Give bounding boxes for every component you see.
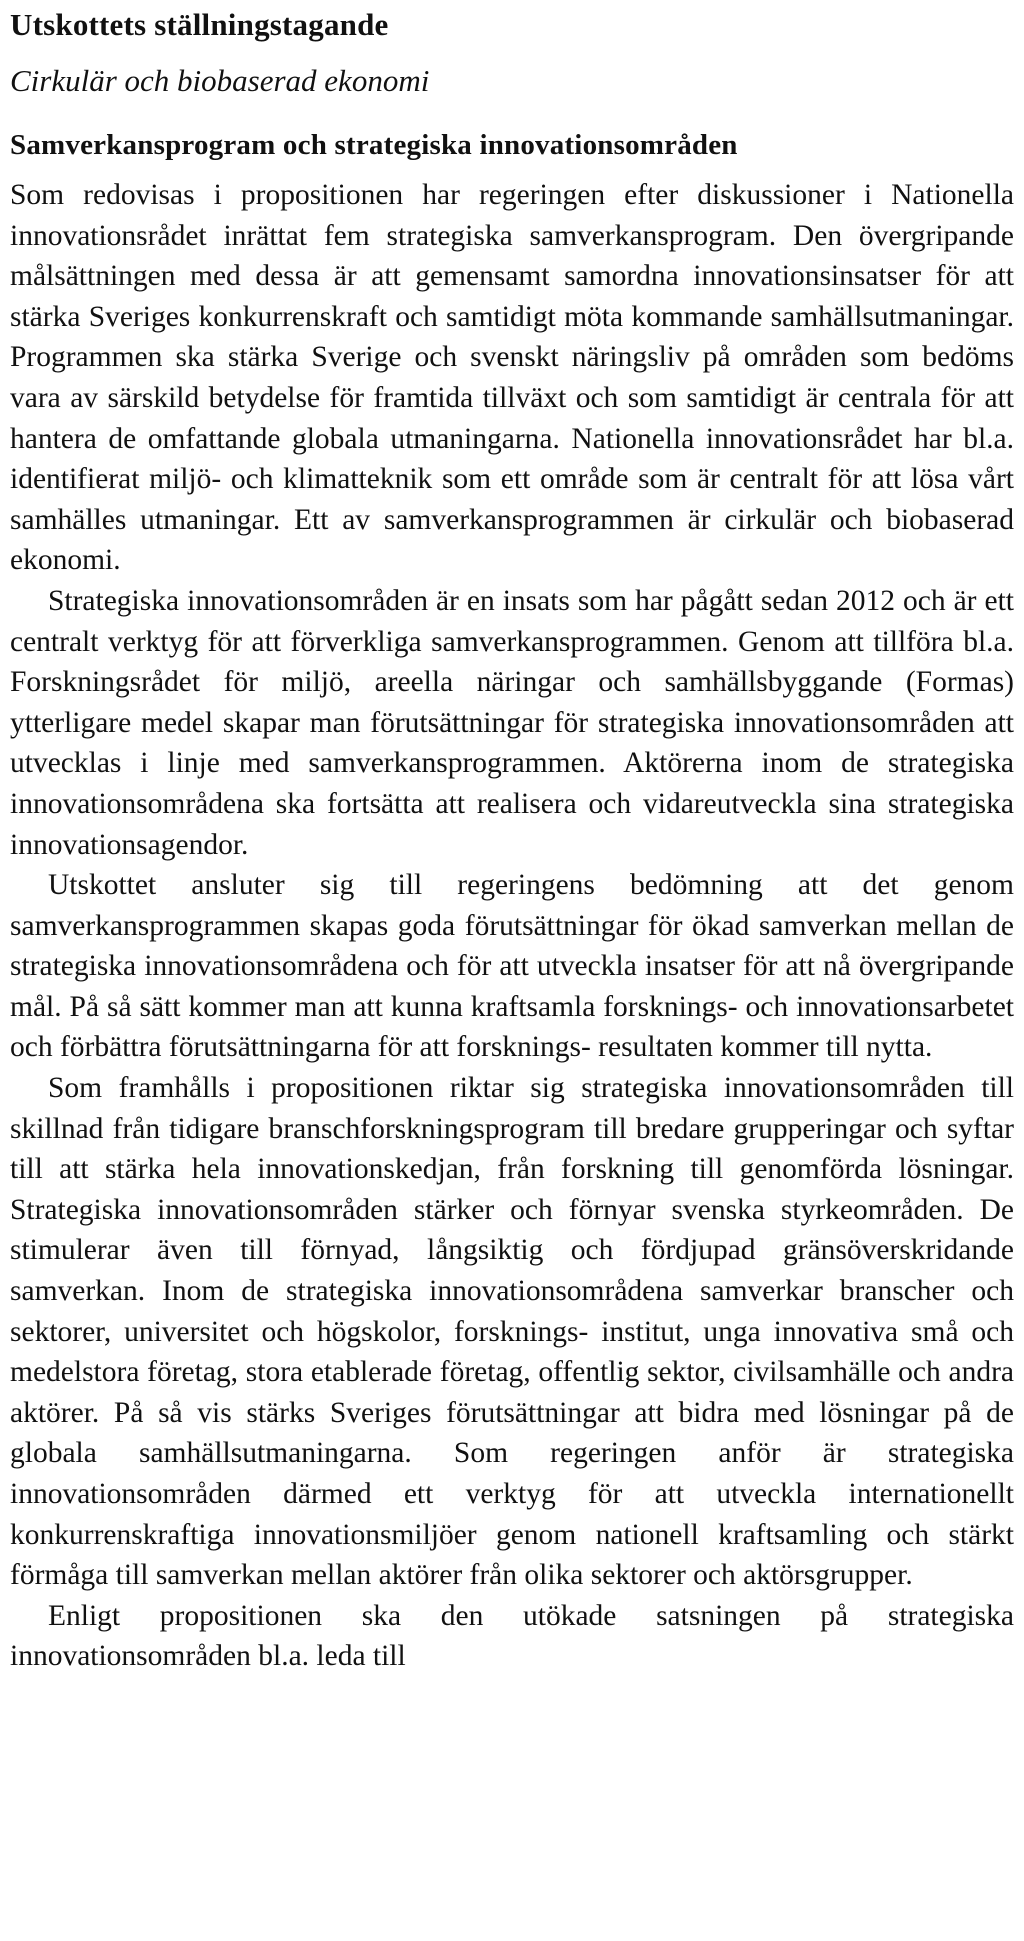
page-subheading: Cirkulär och biobaserad ekonomi	[10, 63, 430, 98]
body-paragraph-5: Enligt propositionen ska den utökade satsningen på strategiska innovationsområden bl.a. leda till	[10, 1599, 1014, 1673]
document-page	[10, 6, 1014, 1677]
body-paragraph-4: Som framhålls i propositionen riktar sig strategiska innovationsområden till skillnad från tidigare branschforskningsprogram till bredare grupperingar och syftar till att stärka hela innovationskedjan, från forskning till genomförda lösningar. Strategiska innovationsområden stärker och förnyar svenska styrkeområden. De stimulerar även till förnyad, långsiktig och fördjupad gränsöverskridande samverkan. Inom de strategiska innovationsområdena samverkar branscher och sektorer, universitet och högskolor, forsknings- institut, unga innovativa små och medelstora företag, stora etablerade företag, offentlig sektor, civilsamhälle och andra aktörer. På så vis stärks Sveriges förutsättningar att bidra med lösningar på de globala samhällsutmaningarna. Som regeringen anför är strategiska innovationsområden därmed ett verktyg för att utveckla internationellt konkurrenskraftiga innovationsmiljöer genom nationell kraftsamling och stärkt förmåga till samverkan mellan aktörer från olika sektorer och aktörsgrupper.	[10, 1072, 1014, 1592]
body-paragraph-2: Strategiska innovationsområden är en insats som har pågått sedan 2012 och är ett centralt verktyg för att förverkliga samverkansprogrammen. Genom att tillföra bl.a. Forskningsrådet för miljö, areella näringar och samhällsbyggande (Formas) ytterligare medel skapar man förutsättningar för strategiska innovationsområden att utvecklas i linje med samverkansprogrammen. Aktörerna inom de strategiska innovationsområdena ska fortsätta att realisera och vidareutveckla sina strategiska innovationsagendor.	[10, 584, 1014, 861]
page-heading: Utskottets ställningstagande	[10, 7, 389, 42]
section-title: Samverkansprogram och strategiska innovationsområden	[10, 129, 738, 161]
body-paragraph-3: Utskottet ansluter sig till regeringens bedömning att det genom samverkansprogrammen skapas goda förutsättningar för ökad samverkan mellan de strategiska innovationsområdena och för att utveckla insatser för att nå övergripande mål. På så sätt kommer man att kunna kraftsamla forsknings- och innovationsarbetet och förbättra förutsättningarna för att forsknings- resultaten kommer till nytta.	[10, 869, 1014, 1064]
body-paragraph-1: Som redovisas i propositionen har regeringen efter diskussioner i Nationella innovationsrådet inrättat fem strategiska samverkansprogram. Den övergripande målsättningen med dessa är att gemensamt samordna innovationsinsatser för att stärka Sveriges konkurrenskraft och samtidigt möta kommande samhällsutmaningar. Programmen ska stärka Sverige och svenskt näringsliv på områden som bedöms vara av särskild betydelse för framtida tillväxt och som samtidigt är centrala för att hantera de omfattande globala utmaningarna. Nationella innovationsrådet har bl.a. identifierat miljö- och klimatteknik som ett område som är centralt för att lösa vårt samhälles utmaningar. Ett av samverkansprogrammen är cirkulär och biobaserad ekonomi.	[10, 179, 1014, 577]
